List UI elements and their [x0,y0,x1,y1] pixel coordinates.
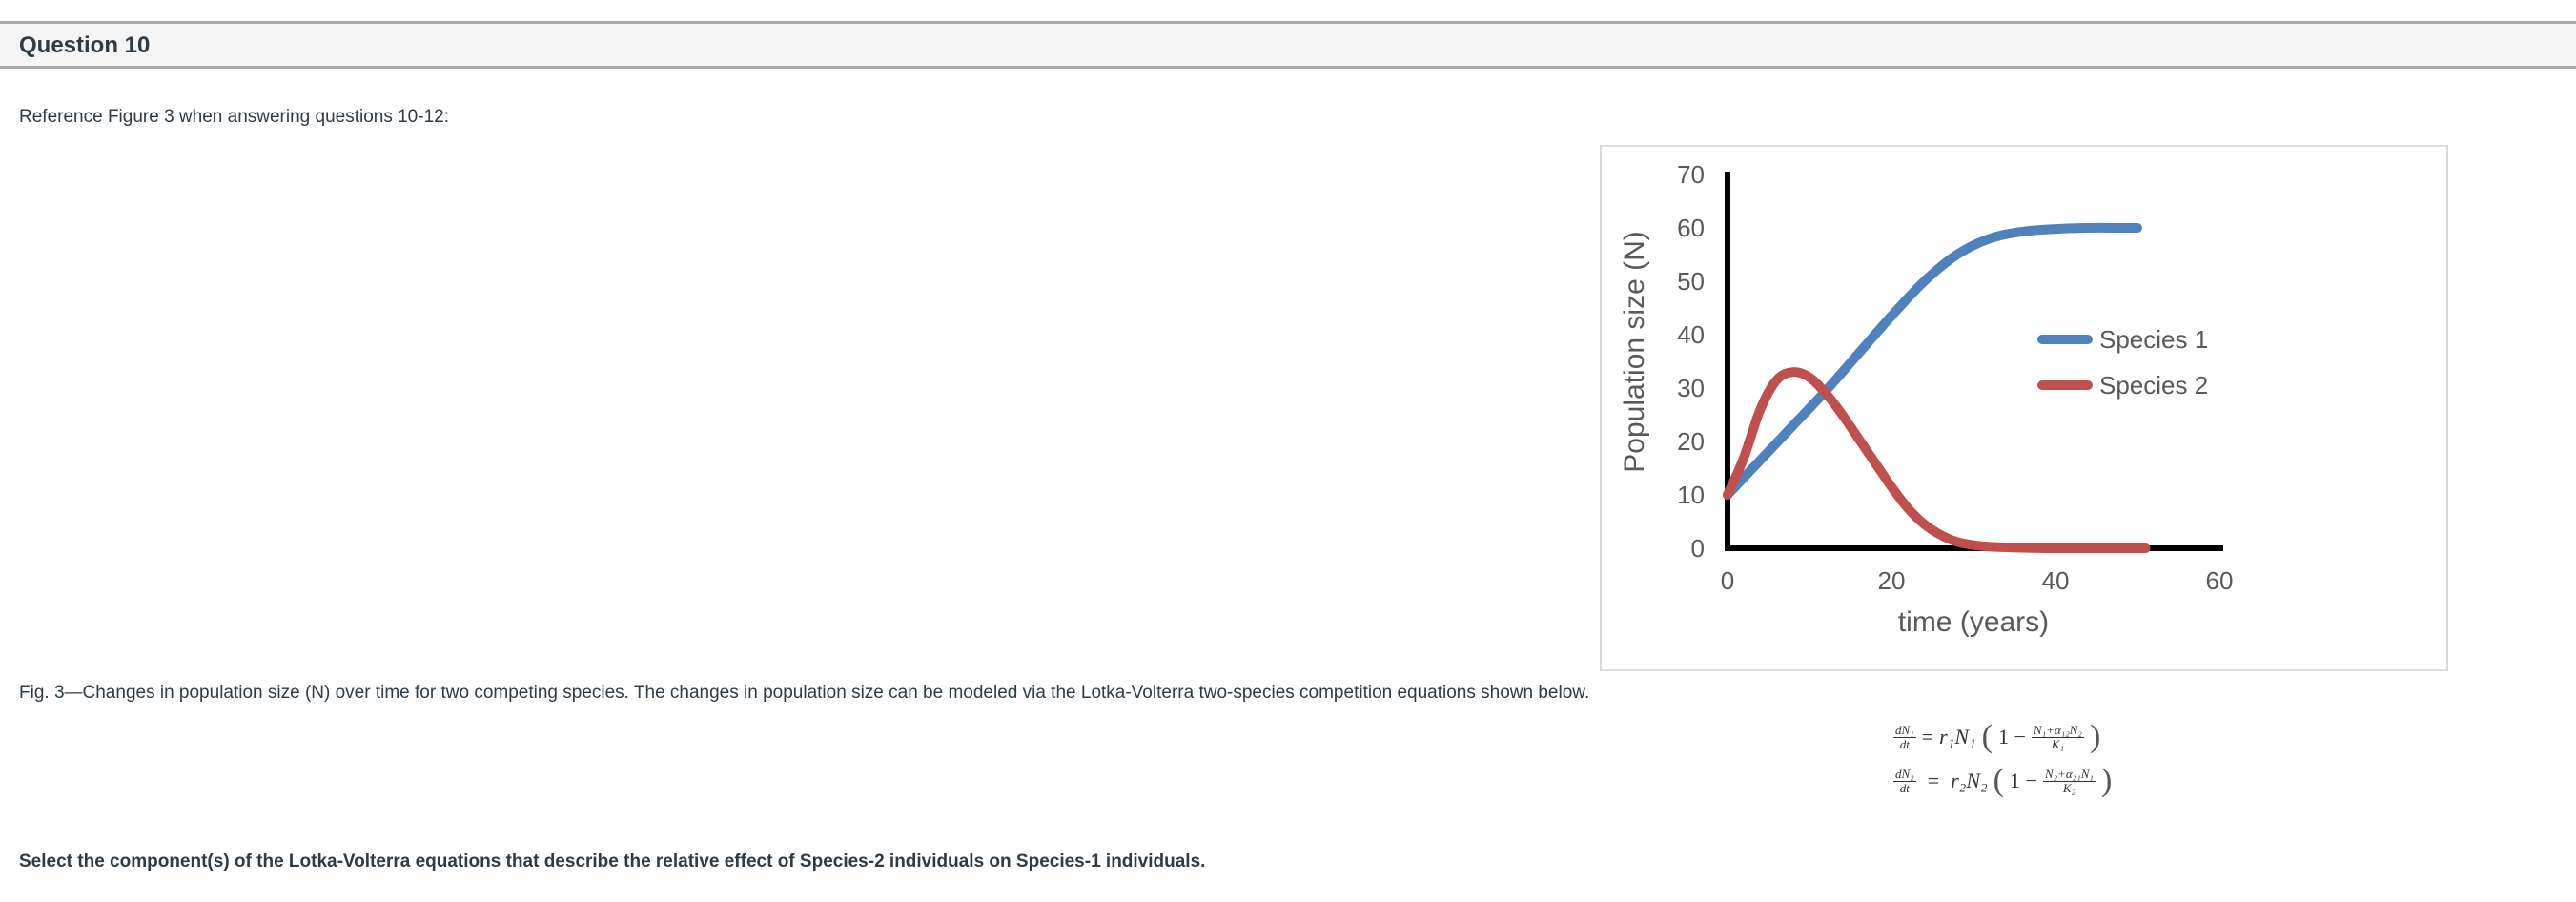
y-tick-label: 40 [1677,320,1705,349]
eq1-rate: r₁N₁ [1939,725,1976,748]
figure-caption: Fig. 3—Changes in population size (N) over time for two competing species. The changes in population size can be modeled via the Lotka-Volterra two-species competition equations shown below. [19,683,1590,703]
eq1-derivative [1893,724,1916,750]
eq2-frac-den: K₂ [2062,780,2076,795]
eq1-paren-open: ( [1981,719,1993,754]
question-title: Question 10 [19,32,151,58]
x-tick-label: 0 [1720,566,1735,595]
question-prompt: Select the component(s) of the Lotka-Volterra equations that describe the relative effect of Species-2 individuals on Species-1 individuals. [19,851,1206,871]
eq1-equals: = [1921,725,1934,748]
eq2-lhs-den: dt [1899,780,1910,795]
y-tick-label: 0 [1690,534,1705,563]
eq1-competition-term [2032,724,2084,750]
series-line-1 [1728,228,2137,495]
eq1-paren-close: ) [2089,719,2101,754]
eq2-lhs-num: dN₂ [1895,766,1914,781]
equation-species-2 [1893,763,2112,799]
y-tick-label: 30 [1677,374,1705,402]
eq1-frac-den: K₁ [2051,736,2065,751]
y-tick-label: 10 [1677,481,1705,509]
eq2-rate: r₂N₂ [1951,769,1988,792]
eq1-lhs-num: dN₁ [1895,722,1914,737]
eq2-equals: = [1927,769,1940,792]
x-tick-label: 60 [2205,566,2234,595]
eq2-frac-num: N₂+α₂₁N₁ [2044,766,2094,781]
eq2-competition-term [2043,768,2096,794]
y-tick-label: 60 [1677,214,1705,242]
legend-label-1: Species 1 [2099,325,2209,354]
y-axis-label: Population size (N) [1619,231,1650,473]
x-tick-label: 20 [1877,566,1906,595]
eq2-paren-close: ) [2100,763,2113,798]
question-header [0,21,2576,69]
x-axis-label: time (years) [1897,606,2050,638]
eq1-one-minus: 1 − [1998,725,2026,748]
y-tick-label: 50 [1677,267,1705,296]
y-tick-label: 20 [1677,427,1705,456]
eq2-paren-open: ( [1993,763,2004,798]
eq2-derivative [1893,768,1916,794]
chart-svg [1602,147,2446,669]
legend-label-2: Species 2 [2099,371,2209,400]
figure-3-chart [1600,145,2448,671]
eq2-one-minus: 1 − [2010,769,2037,792]
eq1-frac-num: N₁+α₁₂N₂ [2033,722,2082,737]
x-tick-label: 40 [2041,566,2070,595]
y-tick-label: 70 [1677,160,1705,189]
reference-text: Reference Figure 3 when answering questions 10-12: [19,107,449,127]
series-line-2 [1728,372,2146,548]
equation-species-1 [1893,719,2100,755]
eq1-lhs-den: dt [1899,736,1910,751]
